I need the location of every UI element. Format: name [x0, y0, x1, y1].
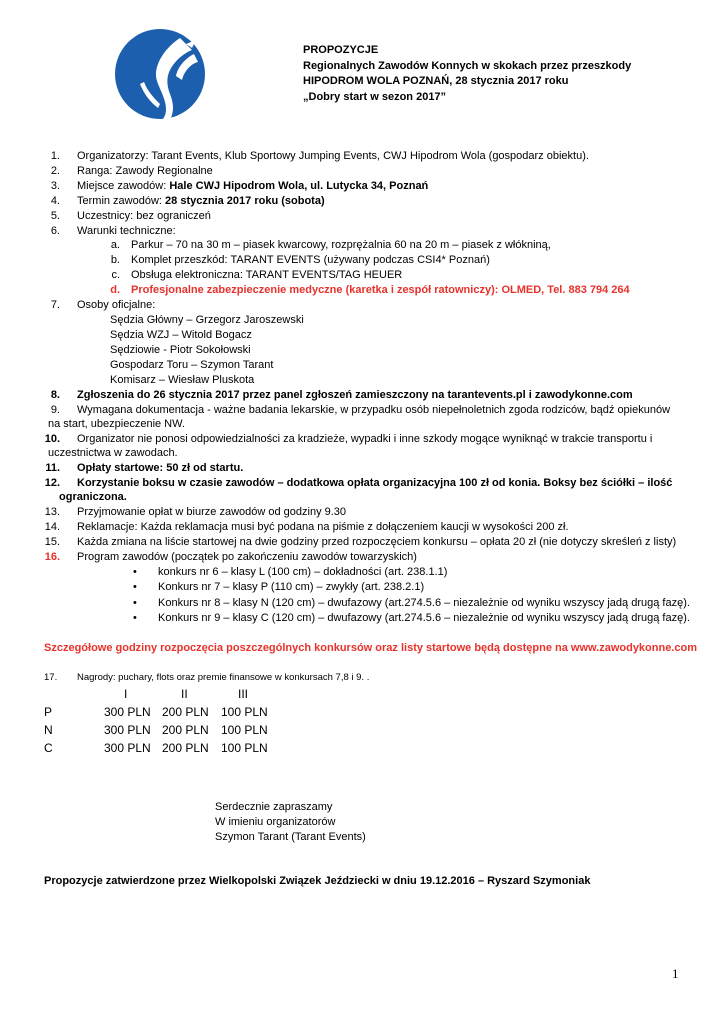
prize-column-header: III: [238, 687, 249, 701]
horse-head-logo: [110, 24, 210, 124]
bullet: •: [133, 581, 137, 593]
official-entry: Sędziowie - Piotr Sokołowski: [110, 344, 251, 356]
official-entry: Sędzia Główny – Grzegorz Jaroszewski: [110, 314, 304, 326]
doc-subtitle-event: Regionalnych Zawodów Konnych w skokach przez przeszkody: [303, 60, 632, 72]
closing-signature: Szymon Tarant (Tarant Events): [215, 831, 366, 843]
item-payment: Przyjmowanie opłat w biurze zawodów od godziny 9.30: [77, 506, 347, 518]
competition-entry: Konkurs nr 7 – klasy P (110 cm) – zwykły (art. 238.2.1): [158, 581, 425, 593]
prize-value: 100 PLN: [221, 741, 268, 755]
prize-row-label: N: [44, 723, 53, 737]
item-number: 9.: [50, 404, 60, 416]
item-fees: Opłaty startowe: 50 zł od startu.: [77, 462, 244, 474]
item-liability-cont: uczestnictwa w zawodach.: [48, 447, 178, 459]
bullet: •: [133, 597, 137, 609]
prize-column-header: I: [124, 687, 128, 701]
item-number: 8.: [50, 389, 60, 401]
prize-value: 300 PLN: [104, 741, 151, 755]
subitem-letter: a.: [110, 239, 120, 251]
item-documents-cont: na start, ubezpieczenie NW.: [48, 418, 185, 430]
item-complaints: Reklamacje: Każda reklamacja musi być podana na piśmie z dołączeniem kaucji w wysokości 200 zł.: [77, 521, 569, 533]
item-organizers: Organizatorzy: Tarant Events, Klub Sportowy Jumping Events, CWJ Hipodrom Wola (gospodarz obiektu).: [77, 150, 589, 162]
item-changes: Każda zmiana na liście startowej na dwie godziny przed rozpoczęciem konkursu – opłata 20 zł (nie dotyczy skreśleń z listy): [77, 536, 677, 548]
prize-value: 100 PLN: [221, 705, 268, 719]
item-registration: Zgłoszenia do 26 stycznia 2017 przez panel zgłoszeń zamieszczony na tarantevents.pl i zawodykonne.com: [77, 389, 633, 401]
item-number: 2.: [50, 165, 60, 177]
subitem-letter: c.: [111, 269, 120, 281]
item-technical: Warunki techniczne:: [77, 225, 176, 237]
item-number: 17.: [44, 672, 58, 683]
item-number: 11.: [45, 462, 60, 474]
item-number: 10.: [44, 433, 60, 445]
item-program: Program zawodów (początek po zakończeniu zawodów towarzyskich): [77, 551, 417, 563]
page-number: 1: [672, 966, 679, 981]
item-number: 7.: [50, 299, 60, 311]
official-entry: Komisarz – Wiesław Pluskota: [110, 374, 255, 386]
doc-title: PROPOZYCJE: [303, 44, 379, 56]
subitem-medical: Profesjonalne zabezpieczenie medyczne (karetka i zespół ratowniczy): OLMED, Tel. 883 794 264: [131, 284, 630, 296]
item-number: 5.: [50, 210, 60, 222]
item-venue: [77, 179, 428, 193]
doc-subtitle-motto: „Dobry start w sezon 2017”: [303, 91, 447, 103]
bullet: •: [133, 612, 137, 624]
official-entry: Gospodarz Toru – Szymon Tarant: [110, 359, 274, 371]
item-documents: Wymagana dokumentacja - ważne badania lekarskie, w przypadku osób niepełnoletnich zgoda rodziców, bądź opiekunów: [77, 404, 671, 416]
item-date: [77, 194, 325, 208]
item-number: 1.: [50, 150, 60, 162]
item-number: 13.: [44, 506, 60, 518]
competition-entry: Konkurs nr 8 – klasy N (120 cm) – dwufazowy (art.274.5.6 – niezależnie od wyniku wszyscy jadą drugą fazę).: [158, 597, 690, 609]
item-number: 15.: [44, 536, 60, 548]
subitem-letter: d.: [110, 284, 120, 296]
item-liability: Organizator nie ponosi odpowiedzialności za kradzieże, wypadki i inne szkody mogące wyniknąć w trakcie transportu i: [77, 433, 653, 445]
item-boxes: Korzystanie boksu w czasie zawodów – dodatkowa opłata organizacyjna 100 zł od konia. Boksy bez ściółki – ilość: [77, 477, 673, 489]
item-rank: Ranga: Zawody Regionalne: [77, 165, 213, 177]
bullet: •: [133, 566, 137, 578]
prize-column-header: II: [181, 687, 188, 701]
prize-row-label: C: [44, 741, 53, 755]
subitem-letter: b.: [110, 254, 120, 266]
item-number: 4.: [50, 195, 60, 207]
official-entry: Sędzia WZJ – Witold Bogacz: [110, 329, 252, 341]
item-date-label: Termin zawodów:: [77, 195, 166, 207]
subitem-obstacles: Komplet przeszkód: TARANT EVENTS (używany podczas CSI4* Poznań): [131, 254, 490, 266]
prize-value: 200 PLN: [162, 741, 209, 755]
schedule-notice: Szczegółowe godziny rozpoczęcia poszczególnych konkursów oraz listy startowe będą dostępne na www.zawodykonne.com: [44, 642, 698, 654]
competition-entry: Konkurs nr 9 – klasy C (120 cm) – dwufazowy (art.274.5.6 – niezależnie od wyniku wszyscy jadą drugą fazę).: [158, 612, 690, 624]
item-number: 16.: [44, 551, 60, 563]
subitem-arena: Parkur – 70 na 30 m – piasek kwarcowy, rozprężalnia 60 na 20 m – piasek z włókniną,: [131, 239, 551, 251]
closing-invitation: Serdecznie zapraszamy: [215, 801, 333, 813]
item-number: 6.: [50, 225, 60, 237]
prize-value: 100 PLN: [221, 723, 268, 737]
competition-entry: konkurs nr 6 – klasy L (100 cm) – dokładności (art. 238.1.1): [158, 566, 448, 578]
item-number: 14.: [44, 521, 60, 533]
prize-value: 300 PLN: [104, 705, 151, 719]
prize-value: 200 PLN: [162, 705, 209, 719]
item-prizes: Nagrody: puchary, flots oraz premie finansowe w konkursach 7,8 i 9. .: [77, 672, 370, 683]
closing-on-behalf: W imieniu organizatorów: [215, 816, 336, 828]
item-officials: Osoby oficjalne:: [77, 299, 156, 311]
item-participants: Uczestnicy: bez ograniczeń: [77, 210, 211, 222]
item-boxes-cont: ograniczona.: [59, 491, 127, 503]
item-venue-label: Miejsce zawodów:: [77, 180, 170, 192]
item-number: 3.: [50, 180, 60, 192]
prize-value: 300 PLN: [104, 723, 151, 737]
doc-subtitle-venue: HIPODROM WOLA POZNAŃ, 28 stycznia 2017 roku: [303, 75, 569, 87]
approval-statement: Propozycje zatwierdzone przez Wielkopolski Związek Jeździecki w dniu 19.12.2016 – Ryszard Szymoniak: [44, 875, 591, 887]
item-date-value: 28 stycznia 2017 roku (sobota): [165, 195, 325, 207]
prize-value: 200 PLN: [162, 723, 209, 737]
subitem-timing: Obsługa elektroniczna: TARANT EVENTS/TAG HEUER: [131, 269, 403, 281]
item-number: 12.: [44, 477, 60, 489]
item-venue-value: Hale CWJ Hipodrom Wola, ul. Lutycka 34, Poznań: [169, 180, 429, 192]
prize-row-label: P: [44, 705, 53, 719]
